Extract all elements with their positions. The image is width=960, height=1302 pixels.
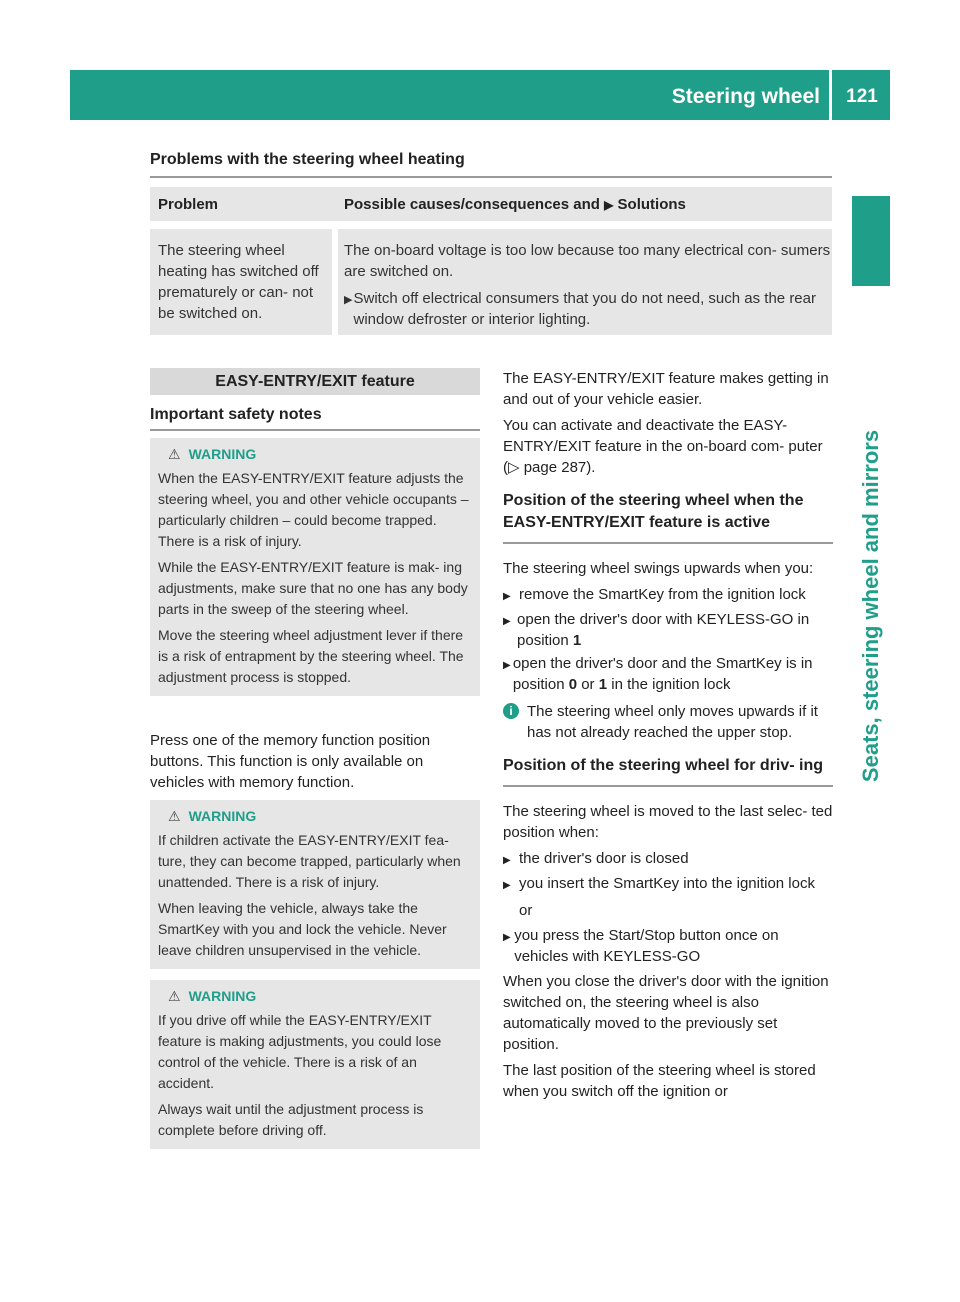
list-item bbox=[503, 584, 833, 607]
solution-arrow-icon: ▶ bbox=[604, 198, 614, 212]
warning-paragraph: When the EASY-ENTRY/EXIT feature adjusts the steering wheel, you and other vehicle occupants – particularly children – could become trapped. There is a risk of injury. bbox=[158, 470, 469, 549]
or-text: or bbox=[519, 902, 533, 919]
chapter-tab-text-wrap bbox=[852, 306, 890, 906]
bullet-icon: ▶ bbox=[503, 855, 511, 866]
page-number: 121 bbox=[846, 86, 878, 107]
chapter-tab bbox=[852, 196, 890, 1261]
section-divider bbox=[150, 176, 832, 178]
right-column bbox=[503, 368, 833, 1107]
bullet-icon: ▶ bbox=[503, 616, 511, 627]
chapter-tab-marker bbox=[852, 196, 890, 286]
table-header-row bbox=[150, 187, 832, 221]
close-door-paragraph: When you close the driver's door with the ignition switched on, the steering wheel is also automatically moved to the previously set position. bbox=[503, 973, 829, 1053]
info-text: The steering wheel only moves upwards if it has not already reached the upper stop. bbox=[527, 703, 818, 741]
list-item-text: remove the SmartKey from the ignition lock bbox=[519, 586, 806, 603]
bullet-icon: ▶ bbox=[503, 660, 511, 671]
info-icon: i bbox=[503, 703, 519, 719]
problems-section-title: Problems with the steering wheel heating bbox=[150, 151, 465, 168]
moved-paragraph: The steering wheel is moved to the last selec- ted position when: bbox=[503, 803, 833, 841]
page-header bbox=[70, 70, 890, 120]
warning-box-1 bbox=[150, 438, 480, 696]
warning-label: WARNING bbox=[188, 446, 257, 462]
warning-triangle-icon: ⚠ bbox=[168, 988, 181, 1004]
stored-paragraph: The last position of the steering wheel is stored when you switch off the ignition or bbox=[503, 1062, 816, 1100]
causes-cell bbox=[338, 229, 832, 335]
swings-paragraph: The steering wheel swings upwards when you: bbox=[503, 560, 814, 577]
chapter-tab-label: Seats, steering wheel and mirrors bbox=[858, 429, 883, 783]
header-separator bbox=[829, 70, 832, 120]
safety-divider bbox=[150, 429, 480, 431]
warning-paragraph: While the EASY-ENTRY/EXIT feature is mak- ing adjustments, make sure that no one has any body parts in the sweep of the steering wheel. bbox=[158, 559, 468, 617]
warning-box-2 bbox=[150, 800, 480, 969]
heading-divider bbox=[503, 785, 833, 787]
easy-entry-band bbox=[150, 368, 480, 395]
table-row bbox=[150, 229, 832, 335]
heading-active-position: Position of the steering wheel when the EASY-ENTRY/EXIT feature is active bbox=[503, 492, 804, 531]
intro-paragraph: The EASY-ENTRY/EXIT feature makes getting in and out of your vehicle easier. bbox=[503, 370, 829, 408]
list-item bbox=[503, 873, 833, 896]
step-arrow-icon: ▶ bbox=[344, 294, 353, 306]
list-item-text: you insert the SmartKey into the ignition lock bbox=[519, 875, 815, 892]
solution-text: Switch off electrical consumers that you do not need, such as the rear window defroster or interior lighting. bbox=[353, 290, 816, 328]
warning-label: WARNING bbox=[188, 988, 257, 1004]
warning-box-3 bbox=[150, 980, 480, 1149]
warning-paragraph: Move the steering wheel adjustment lever if there is a risk of entrapment by the steering wheel. The adjustment process is stopped. bbox=[158, 627, 464, 685]
bullet-icon: ▶ bbox=[503, 591, 511, 602]
problem-cell: The steering wheel heating has switched off prematurely or can- not be switched on. bbox=[150, 229, 332, 335]
easy-entry-title: EASY-ENTRY/EXIT feature bbox=[215, 373, 415, 390]
list-item-text: open the driver's door and the SmartKey is in position 0 or 1 in the ignition lock bbox=[512, 655, 813, 693]
column-header-solutions bbox=[338, 187, 832, 221]
column-header-solutions-label: Solutions bbox=[617, 196, 686, 213]
list-item-text: you press the Start/Stop button once on vehicles with KEYLESS-GO bbox=[514, 927, 779, 965]
bullet-icon: ▶ bbox=[503, 880, 511, 891]
heading-driving-position: Position of the steering wheel for driv- ing bbox=[503, 757, 824, 774]
warning-paragraph: Always wait until the adjustment process is complete before driving off. bbox=[158, 1101, 424, 1138]
column-header-causes-label: Possible causes/consequences and bbox=[344, 196, 600, 213]
warning-heading bbox=[168, 808, 472, 825]
warning-heading bbox=[168, 446, 472, 463]
problems-table bbox=[150, 187, 832, 335]
warning-paragraph: If you drive off while the EASY-ENTRY/EXIT feature is making adjustments, you could lose control of the vehicle. There is a risk of an accident. bbox=[158, 1012, 442, 1091]
info-note bbox=[503, 701, 833, 743]
cause-text: The on-board voltage is too low because too many electrical con- sumers are switched on. bbox=[344, 242, 831, 280]
warning-label: WARNING bbox=[188, 808, 257, 824]
header-title: Steering wheel bbox=[671, 85, 820, 108]
warning-paragraph: When leaving the vehicle, always take the SmartKey with you and lock the vehicle. Never leave children unsupervised in the vehicle. bbox=[158, 900, 447, 958]
list-item bbox=[503, 848, 833, 871]
warning-triangle-icon: ⚠ bbox=[168, 446, 181, 462]
list-item bbox=[503, 925, 833, 967]
list-item-text: open the driver's door with KEYLESS-GO in position 1 bbox=[517, 611, 810, 649]
solution-step bbox=[344, 288, 832, 330]
list-item-text: the driver's door is closed bbox=[519, 850, 689, 867]
heading-divider bbox=[503, 542, 833, 544]
memory-paragraph: Press one of the memory function position buttons. This function is only available on vehicles with memory function. bbox=[150, 732, 431, 791]
safety-notes-title: Important safety notes bbox=[150, 406, 322, 423]
intro-paragraph: You can activate and deactivate the EASY- ENTRY/EXIT feature in the on-board com- puter (▷ page 287). bbox=[503, 417, 823, 476]
bullet-icon: ▶ bbox=[503, 932, 511, 943]
list-item bbox=[503, 653, 833, 695]
column-header-problem: Problem bbox=[158, 196, 219, 213]
warning-triangle-icon: ⚠ bbox=[168, 808, 181, 824]
warning-paragraph: If children activate the EASY-ENTRY/EXIT fea- ture, they can become trapped, particularly when unattended. There is a risk of injury. bbox=[158, 832, 461, 890]
list-item bbox=[503, 609, 833, 651]
warning-heading bbox=[168, 988, 472, 1005]
